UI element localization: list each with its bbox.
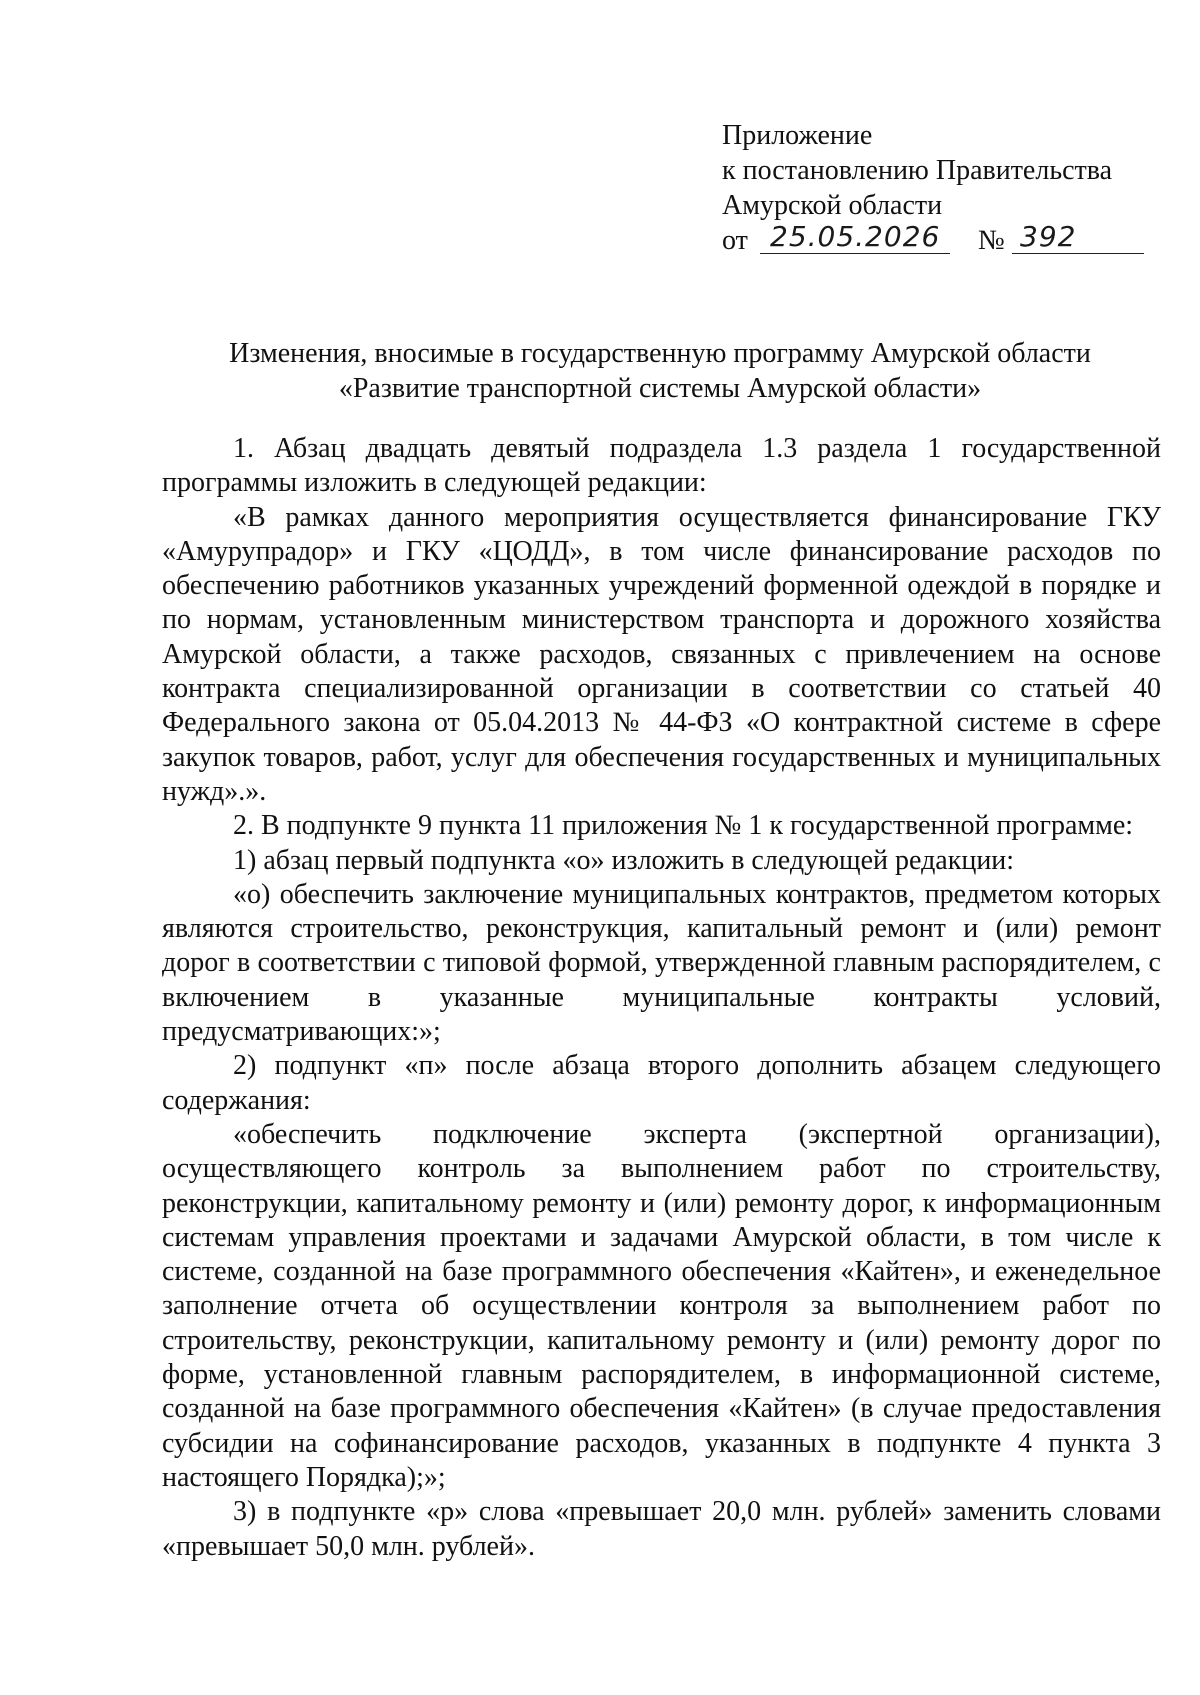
title-line-2: «Развитие транспортной системы Амурской области» [338,373,982,404]
paragraph-6: 2) подпункт «п» после абзаца второго дополнить абзацем следующего содержания: [162,1050,1161,1116]
paragraph-2: «В рамках данного мероприятия осуществляется финансирование ГКУ «Амурупрадор» и ГКУ «ЦОДД», в том числе финансирование расходов по обеспечению работников указанных учреждений форменной одеждой в порядке и по нормам, установленным министерством транспорта и дорожного хозяйства Амурской области, а также расходов, связанных с привлечением на основе контракта специализированной организации в соответствии со статьей 40 Федерального закона от 05.04.2013 № 44-ФЗ «О контрактной системе в сфере закупок товаров, работ, услуг для обеспечения государственных и муниципальных нужд».». [162,501,1161,807]
paragraph-3: 2. В подпункте 9 пункта 11 приложения № 1 к государственной программе: [233,810,1134,842]
handwritten-number: 392 [1020,220,1077,253]
date-number-row [722,220,1162,263]
appendix-line-1: Приложение [722,120,873,151]
appendix-header [722,118,1162,263]
paragraph-5: «о) обеспечить заключение муниципальных контрактов, предметом которых являются строительство, реконструкция, капитальный ремонт и (или) ремонт дорог в соответствии с типовой формой, утвержденной главным распорядителем, с включением в указанные муниципальные контракты условий, предусматривающих:»; [162,878,1161,1048]
document-title [160,336,1160,406]
paragraph-8: 3) в подпункте «р» слова «превышает 20,0 млн. рублей» заменить словами «превышает 50,0 млн. рублей». [162,1496,1161,1562]
number-label: № [978,225,1005,256]
document-body [162,432,1161,1564]
handwritten-date: 25.05.2026 [770,220,941,253]
title-line-1: Изменения, вносимые в государственную программу Амурской области [229,338,1091,369]
paragraph-1: 1. Абзац двадцать девятый подраздела 1.3 раздела 1 государственной программы изложить в следующей редакции: [162,433,1161,499]
paragraph-7: «обеспечить подключение эксперта (экспертной организации), осуществляющего контроль за выполнением работ по строительству, реконструкции, капитальному ремонту и (или) ремонту дорог, к информационным системам управления проектами и задачами Амурской области, в том числе к системе, созданной на базе программного обеспечения «Кайтен», и еженедельное заполнение отчета об осуществлении контроля за выполнением работ по строительству, реконструкции, капитальному ремонту и (или) ремонту дорог по форме, установленной главным распорядителем, в информационной системе, созданной на базе программного обеспечения «Кайтен» (в случае предоставления субсидии на софинансирование расходов, указанных в подпункте 4 пункта 3 настоящего Порядка);»; [162,1118,1161,1493]
date-label: от [722,225,748,256]
paragraph-4: 1) абзац первый подпункта «о» изложить в следующей редакции: [233,844,1015,876]
appendix-line-2: к постановлению Правительства [722,155,1113,186]
appendix-line-3: Амурской области [722,190,943,221]
